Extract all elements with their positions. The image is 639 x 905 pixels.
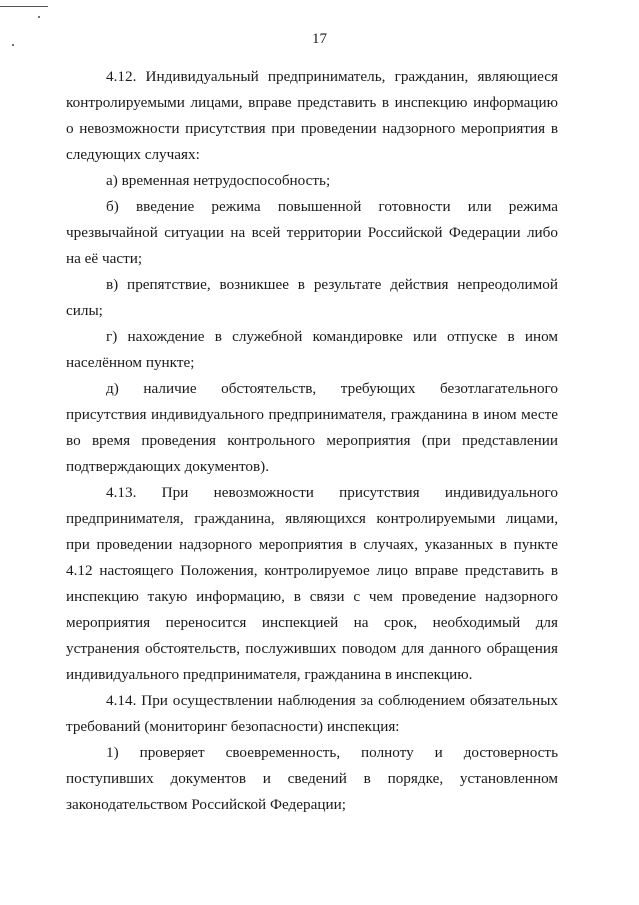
scan-edge-line xyxy=(0,6,48,7)
list-item-v: в) препятствие, возникшее в результате действия непреодолимой силы; xyxy=(66,276,558,319)
list-item-a: а) временная нетрудоспособность; xyxy=(106,172,331,189)
list-item-1: 1) проверяет своевременность, полноту и достоверность поступивших документов и сведений в порядке, установленном законодательством Российской Федерации; xyxy=(66,744,558,813)
list-item-b: б) введение режима повышенной готовности или режима чрезвычайной ситуации на всей территории Российской Федерации либо на её части; xyxy=(66,198,558,267)
paragraph-4-14: 4.14. При осуществлении наблюдения за соблюдением обязательных требований (мониторинг безопасности) инспекция: xyxy=(66,692,558,735)
paragraph-4-12: 4.12. Индивидуальный предприниматель, гражданин, являющиеся контролируемыми лицами, вправе представить в инспекцию информацию о невозможности присутствия при проведении надзорного мероприятия в следующих случаях: xyxy=(66,68,558,163)
paragraph-4-13: 4.13. При невозможности присутствия индивидуального предпринимателя, гражданина, являющихся контролируемыми лицами, при проведении надзорного мероприятия в случаях, указанных в пункте 4.12 настоящего Положения, контролируемое лицо вправе представить в инспекцию такую информацию, в связи с чем проведение надзорного мероприятия переносится инспекцией на срок, необходимый для устранения обстоятельств, послуживших поводом для данного обращения индивидуального предпринимателя, гражданина в инспекцию. xyxy=(66,484,558,683)
document-body xyxy=(66,64,558,818)
list-item-d: д) наличие обстоятельств, требующих безотлагательного присутствия индивидуального предпринимателя, гражданина в ином месте во время проведения контрольного мероприятия (при представлении подтверждающих документов). xyxy=(66,380,558,475)
list-item-g: г) нахождение в служебной командировке или отпуске в ином населённом пункте; xyxy=(66,328,558,371)
scan-speck xyxy=(38,16,40,18)
page-number: 17 xyxy=(312,31,327,47)
